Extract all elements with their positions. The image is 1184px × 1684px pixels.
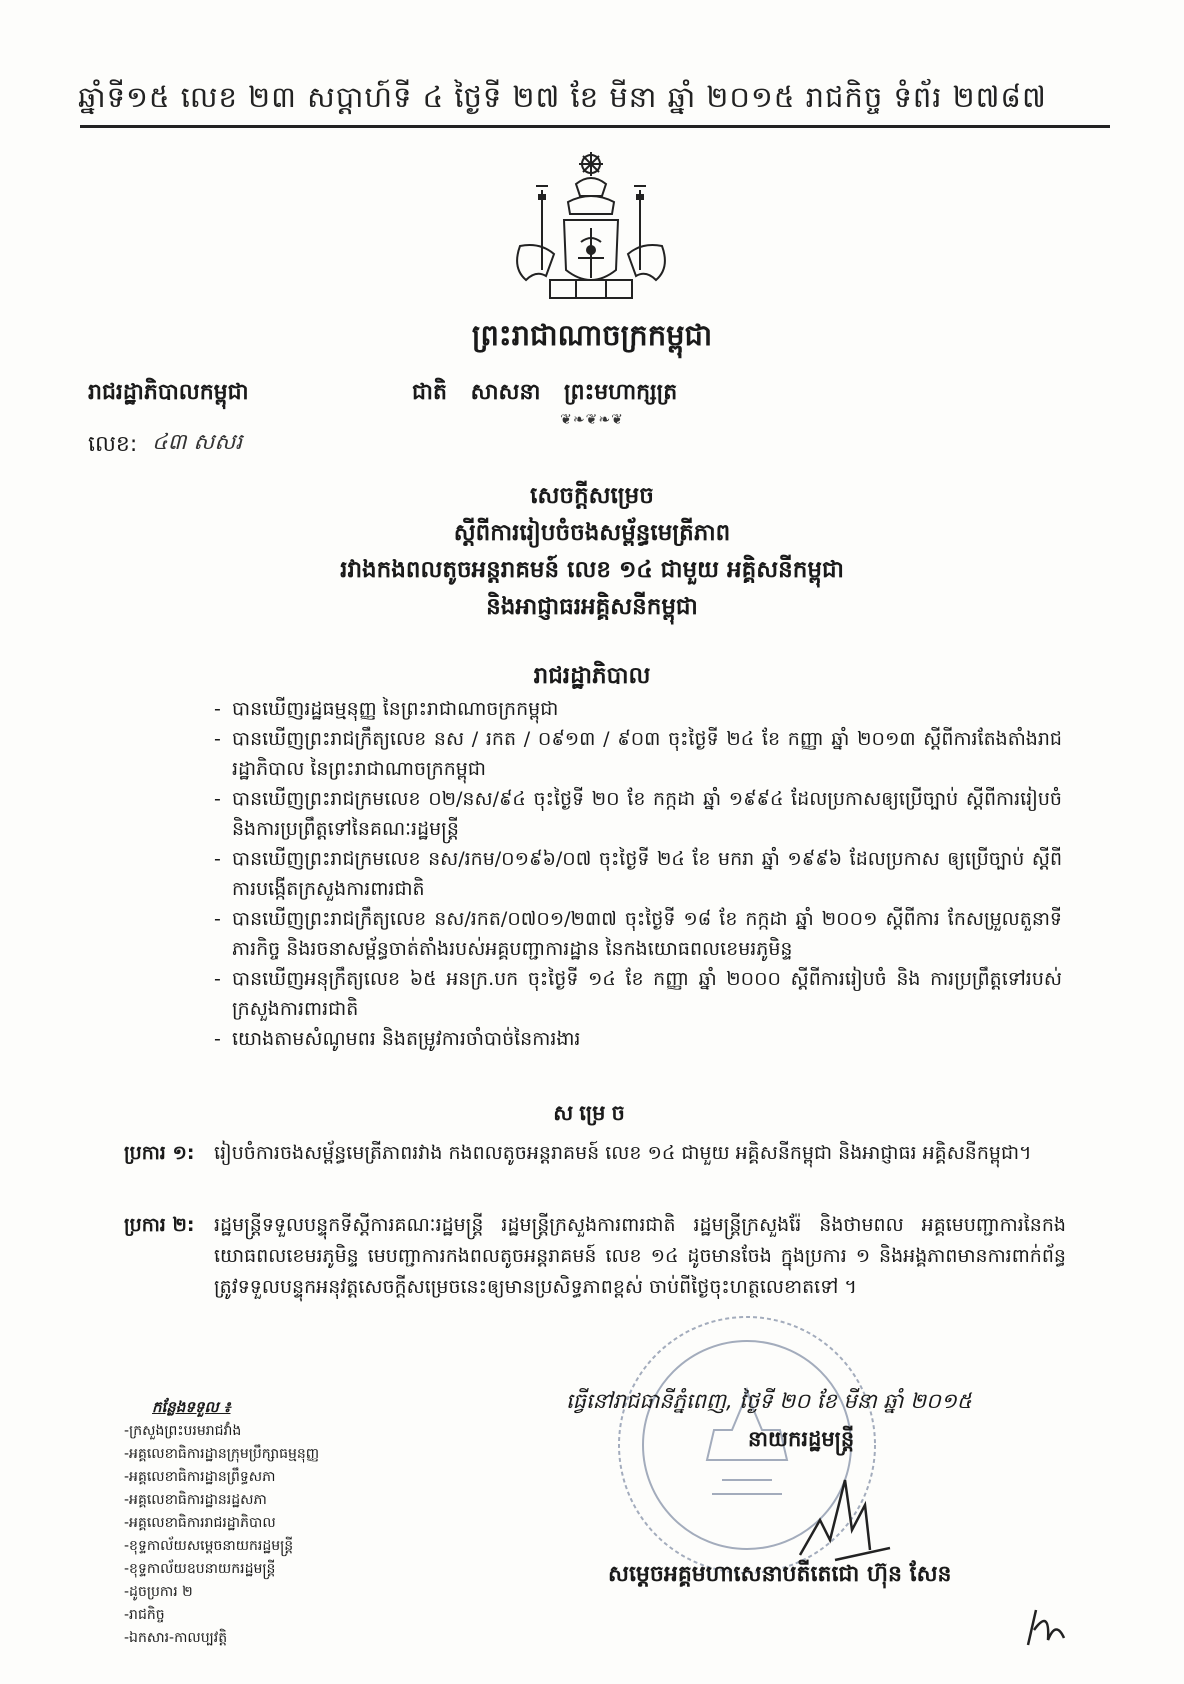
article-text: រដ្ឋមន្ត្រីទទួលបន្ទុកទីស្តីការគណៈរដ្ឋមន្ត្រី រដ្ឋមន្ត្រីក្រសួងការពារជាតិ រដ្ឋមន្ត្រីក្រសួងរ៉ែ និងថាមពល អគ្គមេបញ្ជាការនៃកងយោធពលខេមរភូមិន្ទ មេបញ្ជាការកងពលតូចអន្តរាគមន៍ លេខ ១៤ ដូចមានចែង ក្នុងប្រការ ១ និងអង្គភាពមានការពាក់ព័ន្ធ ត្រូវទទួលបន្ទុកអនុវត្តសេចក្តីសម្រេចនេះឲ្យមានប្រសិទ្ធភាពខ្ពស់ ចាប់ពីថ្ងៃចុះហត្ថលេខាតទៅ ។ bbox=[214, 1214, 1066, 1298]
issuer-name: រាជរដ្ឋាភិបាលកម្ពុជា bbox=[88, 380, 249, 405]
recipient-item: -រាជកិច្ច bbox=[124, 1607, 165, 1623]
article-text: រៀបចំការចងសម្ព័ន្ធមេត្រីភាពរវាង កងពលតូចអន្តរាគមន៍ លេខ ១៤ ជាមួយ អគ្គិសនីកម្ពុជា និងអាជ្ញាធរ អគ្គិសនីកម្ពុជា។ bbox=[214, 1142, 1032, 1164]
decision-title-line: ស្តីពីការរៀបចំចងសម្ព័ន្ធមេត្រីភាព bbox=[453, 520, 731, 546]
recipient-item: -ឯកសារ-កាលប្បវត្តិ bbox=[124, 1630, 228, 1646]
decision-title-line: រវាងកងពលតូចអន្តរាគមន៍ លេខ ១៤ ជាមួយ អគ្គិសនីកម្ពុជា bbox=[340, 557, 844, 583]
recipients-list bbox=[124, 1420, 319, 1650]
recipient-item: -អគ្គលេខាធិការដ្ឋានរដ្ឋសភា bbox=[124, 1492, 267, 1508]
consideration-item: - បានឃើញអនុក្រឹត្យលេខ ៦៥ អនក្រ.បក ចុះថ្ងៃទី ១៤ ខែ កញ្ញា ឆ្នាំ ២០០០ ស្តីពីការរៀបចំ និង ការប្រព្រឹត្តទៅរបស់ក្រសួងការពារជាតិ bbox=[212, 964, 1062, 1024]
recipient-item: -ក្រសួងព្រះបរមរាជវាំង bbox=[124, 1423, 242, 1439]
recipient-item: -ខុទ្ទកាល័យឧបនាយករដ្ឋមន្ត្រី bbox=[124, 1561, 276, 1577]
signatory-title: នាយករដ្ឋមន្ត្រី bbox=[748, 1427, 855, 1451]
document-number-value: ៤៣ សសរ bbox=[152, 430, 243, 455]
decision-title-line: និងអាជ្ញាធរអគ្គិសនីកម្ពុជា bbox=[486, 594, 698, 620]
gazette-header: ឆ្នាំទី១៥ លេខ ២៣ សប្តាហ៍ទី ៤ ថ្ងៃទី ២៧ ខែ មីនា ឆ្នាំ ២០១៥ រាជកិច្ច ទំព័រ ២៧៨៧ bbox=[78, 80, 1047, 114]
decision-title bbox=[0, 478, 1184, 626]
government-heading: រាជរដ្ឋាភិបាល bbox=[533, 663, 651, 689]
ornament-divider: ❦❧❦❧❦ bbox=[560, 412, 624, 428]
recipient-item: -អគ្គលេខាធិការដ្ឋានក្រុមប្រឹក្សាធម្មនុញ្ញ bbox=[124, 1446, 320, 1462]
consideration-item: - បានឃើញព្រះរាជក្រឹត្យលេខ នស / រកត / ០៩១៣ / ៩០៣ ចុះថ្ងៃទី ២៤ ខែ កញ្ញា ឆ្នាំ ២០១៣ ស្តីពីការតែងតាំងរាជរដ្ឋាភិបាល នៃព្រះរាជាណាចក្រកម្ពុជា bbox=[212, 724, 1062, 784]
article-label: ប្រការ ២: bbox=[124, 1214, 195, 1236]
signer-name: សម្តេចអគ្គមហាសេនាបតីតេជោ ហ៊ុន សែន bbox=[608, 1562, 952, 1587]
consideration-item: - បានឃើញរដ្ឋធម្មនុញ្ញ នៃព្រះរាជាណាចក្រកម្ពុជា bbox=[212, 694, 1062, 724]
consideration-item: - បានឃើញព្រះរាជក្រមលេខ នស/រកម/០១៩៦/០៧ ចុះថ្ងៃទី ២៤ ខែ មករា ឆ្នាំ ១៩៩៦ ដែលប្រកាស ឲ្យប្រើច្បាប់ ស្តីពីការបង្កើតក្រសួងការពារជាតិ bbox=[212, 844, 1062, 904]
article-label: ប្រការ ១: bbox=[124, 1142, 195, 1164]
recipient-item: -អគ្គលេខាធិការរាជរដ្ឋាភិបាល bbox=[124, 1515, 276, 1531]
document-number-label: លេខ: bbox=[88, 432, 138, 457]
recipient-item: -ដូចប្រការ ២ bbox=[124, 1584, 193, 1600]
considerations-list bbox=[212, 694, 1062, 1054]
consideration-item: - បានឃើញព្រះរាជក្រមលេខ ០២/នស/៩៤ ចុះថ្ងៃទី ២០ ខែ កក្កដា ឆ្នាំ ១៩៩៤ ដែលប្រកាសឲ្យប្រើច្បាប់ ស្តីពីការរៀបចំនិងការប្រព្រឹត្តទៅនៃគណៈរដ្ឋមន្ត្រី bbox=[212, 784, 1062, 844]
article-1 bbox=[124, 1138, 1066, 1169]
royal-emblem-icon bbox=[506, 150, 676, 305]
article-2 bbox=[124, 1210, 1066, 1303]
decision-title-line: សេចក្តីសម្រេច bbox=[530, 483, 654, 509]
recipients-heading: កន្លែងទទួល ៖ bbox=[152, 1398, 231, 1416]
recipient-item: -អគ្គលេខាធិការដ្ឋានព្រឹទ្ធសភា bbox=[124, 1469, 276, 1485]
decide-heading: សម្រេច bbox=[553, 1101, 631, 1125]
place-and-date: ធ្វើនៅរាជធានីភ្នំពេញ, ថ្ងៃទី ២០ ខែ មីនា ឆ្នាំ ២០១៥ bbox=[566, 1389, 972, 1413]
initial-mark-icon bbox=[1020, 1600, 1070, 1650]
consideration-item: - យោងតាមសំណូមពរ និងតម្រូវការចាំបាច់នៃការងារ bbox=[212, 1024, 1062, 1054]
consideration-item: - បានឃើញព្រះរាជក្រឹត្យលេខ នស/រកត/០៧០១/២៣៧ ចុះថ្ងៃទី ១៨ ខែ កក្កដា ឆ្នាំ ២០០១ ស្តីពីការ កែសម្រួលតួនាទី ភារកិច្ច និងរចនាសម្ព័ន្ធចាត់តាំងរបស់អគ្គបញ្ជាការដ្ឋាន នៃកងយោធពលខេមរភូមិន្ទ bbox=[212, 904, 1062, 964]
national-motto: ជាតិ សាសនា ព្រះមហាក្សត្រ bbox=[412, 380, 678, 405]
header-rule bbox=[80, 125, 1110, 128]
kingdom-title: ព្រះរាជាណាចក្រកម្ពុជា bbox=[471, 318, 713, 352]
handwritten-signature-icon bbox=[790, 1460, 910, 1570]
recipient-item: -ខុទ្ទកាល័យសម្តេចនាយករដ្ឋមន្ត្រី bbox=[124, 1538, 294, 1554]
